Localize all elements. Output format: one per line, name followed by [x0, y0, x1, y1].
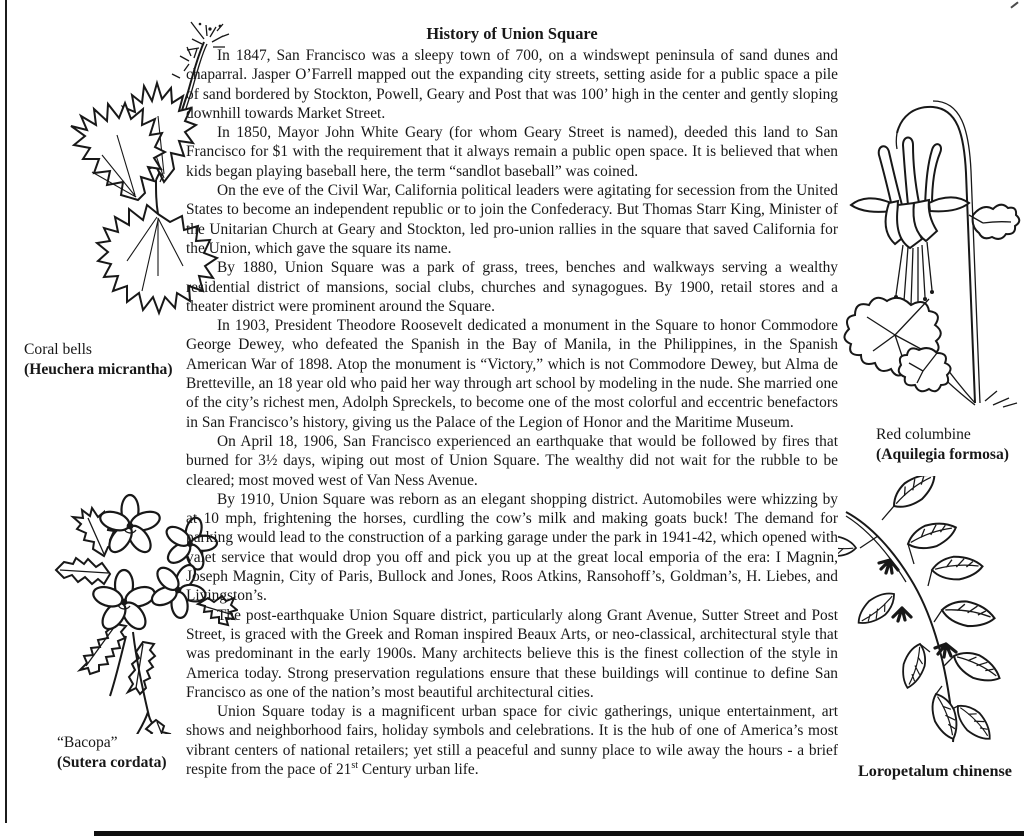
red-columbine-caption	[876, 425, 1009, 464]
paragraph-civil-war: On the eve of the Civil War, California political leaders were agitating for secession from the United States to become an independent republic or to join the Confederacy. But Thomas Starr King, Minister of the Unitarian Church at Geary and Stockton, led pro-union rallies in the square that saved California for the Union, which gave the square its name.	[186, 182, 838, 257]
paragraph-1850: In 1850, Mayor John White Geary (for whom Geary Street is named), deeded this land to San Francisco for $1 with the requirement that it always remain a public open space. It is believed that when kids began playing baseball here, the term “sandlot baseball” was coined.	[186, 124, 838, 180]
closing-text-after: Century urban life.	[358, 760, 479, 778]
paragraph-post-earthquake: The post-earthquake Union Square district, particularly along Grant Avenue, Sutter Street and Post Street, is graced with the Greek and Roman inspired Beaux Arts, or neo-classical, architectural style that was predominant in the early 1900s. Many architects believe this is the finest collection of the style in America today. Strong preservation regulations ensure that these buildings will continue to define San Francisco as one of the nation’s most beautiful architectural cities.	[186, 606, 838, 701]
article-title: History of Union Square	[426, 24, 598, 43]
closing-text-before: Union Square today is a magnificent urban space for civic gatherings, unique entertainment, art shows and neighborhood fairs, holiday symbols and celebrations. It is the hub of one of America’s most vibrant centers of national retailers; yet still a peaceful and sunny place to wile away the hours - a brief respite from the pace of 21	[186, 703, 838, 778]
red-columbine-common-name: Red columbine	[876, 426, 971, 443]
paragraph-1906: On April 18, 1906, San Francisco experienced an earthquake that would be followed by fires that burned for 3½ days, wiping out most of Union Square. The wealthy did not wait for the rubble to be cleared; most moved west of Van Ness Avenue.	[186, 432, 838, 489]
coral-bells-caption	[24, 340, 173, 379]
red-columbine-illustration	[833, 53, 1023, 418]
paragraph-1847: In 1847, San Francisco was a sleepy town of 700, on a windswept peninsula of sand dunes and chaparral. Jasper O’Farrell mapped out the expanding city streets, setting aside for a public space a pile of sand bordered by Stockton, Powell, Geary and Post that was 100’ high in the center and gently sloping downhill towards Market Street.	[186, 47, 838, 122]
red-columbine-latin-name: (Aquilegia formosa)	[876, 445, 1009, 463]
coral-bells-common-name: Coral bells	[24, 341, 92, 358]
loropetalum-caption	[858, 762, 1012, 782]
article	[186, 24, 838, 779]
paragraph-1903: In 1903, President Theodore Roosevelt dedicated a monument in the Square to honor Commodore George Dewey, who defeated the Spanish in the Bay of Manila, in the Philippines, in the Spanish American War of 1898. Atop the monument is “Victory,” which is not Commodore Dewey, but Alma de Bretteville, an 18 year old who paid her way through art school by modeling in the nude. She married one of the city’s richest men, Adolph Spreckels, to become one of the most colorful and eccentric benefactors in San Francisco’s history, giving us the Palace of the Legion of Honor and the Maritime Museum.	[186, 317, 838, 431]
loropetalum-latin-name: Loropetalum chinense	[858, 762, 1012, 780]
scan-bottom-bar	[94, 831, 1024, 836]
ordinal-superscript: st	[351, 759, 359, 771]
loropetalum-illustration	[838, 476, 1020, 748]
paragraph-1910: By 1910, Union Square was reborn as an elegant shopping district. Automobiles were whizzing by at 10 mph, frightening the horses, curdling the cow’s milk and making goats buck! The demand for parking would lead to the construction of a parking garage under the park in 1941-42, which opened with valet service that would drop you off and pick you up at the great local emporia of the era: I Magnin, Joseph Magnin, City of Paris, Bullock and Jones, Roos Atkins, Ransohoff’s, Goldman’s, H. Liebes, and Livingston’s.	[186, 490, 838, 605]
paragraph-today	[186, 702, 838, 779]
scan-corner-mark	[1010, 1, 1018, 8]
paragraph-1880: By 1880, Union Square was a park of grass, trees, benches and walkways serving a wealthy residential district of mansions, social clubs, churches and synagogues. By 1900, retail stores and a theater district were prominent around the Square.	[186, 259, 838, 315]
coral-bells-latin-name: (Heuchera micrantha)	[24, 360, 173, 378]
bacopa-latin-name: (Sutera cordata)	[57, 753, 167, 771]
bacopa-common-name: “Bacopa”	[57, 734, 118, 751]
bacopa-caption	[57, 733, 167, 772]
